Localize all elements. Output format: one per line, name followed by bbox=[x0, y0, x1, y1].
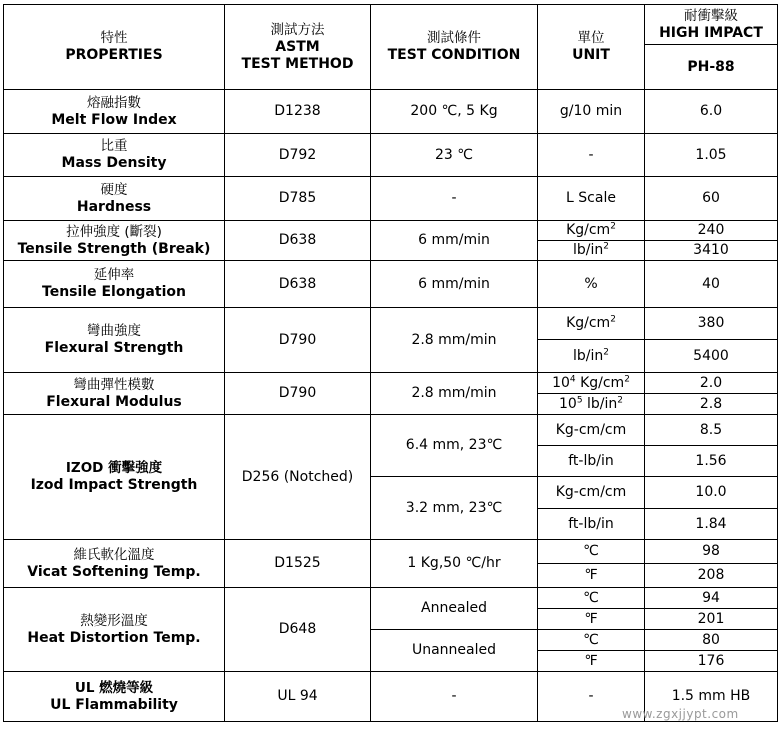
unit-cell: Kg-cm/cm bbox=[538, 415, 645, 446]
property-en: Flexural Strength bbox=[44, 340, 184, 356]
unit-prefix: 10 bbox=[552, 374, 570, 391]
value-cell: 2.0 bbox=[645, 373, 778, 394]
method-cell: D1525 bbox=[225, 540, 371, 588]
property-zh: 彎曲彈性模數 bbox=[73, 376, 155, 393]
property-zh: 熱變形溫度 bbox=[80, 612, 148, 629]
header-unit bbox=[538, 5, 645, 90]
header-unit-en: UNIT bbox=[572, 47, 610, 63]
unit-base: lb/in bbox=[582, 395, 618, 412]
method-cell: D1238 bbox=[225, 90, 371, 134]
table-row bbox=[4, 90, 778, 134]
value-cell: 1.5 mm HB bbox=[645, 672, 778, 722]
unit-prefix-exponent: 5 bbox=[576, 394, 583, 405]
properties-table bbox=[3, 4, 778, 722]
method-cell: D256 (Notched) bbox=[225, 415, 371, 540]
property-zh: UL 燃燒等級 bbox=[74, 679, 154, 696]
unit-cell bbox=[538, 221, 645, 241]
unit-cell: ℃ bbox=[538, 630, 645, 651]
unit-cell bbox=[538, 241, 645, 261]
unit-base: lb/in bbox=[573, 242, 604, 258]
header-properties bbox=[4, 5, 225, 90]
property-cell bbox=[4, 415, 225, 540]
condition-cell: 2.8 mm/min bbox=[371, 308, 538, 373]
value-cell: 5400 bbox=[645, 340, 778, 373]
unit-cell: ℃ bbox=[538, 540, 645, 564]
property-cell bbox=[4, 672, 225, 722]
table-row bbox=[4, 177, 778, 221]
watermark: www.zgxjjypt.com bbox=[622, 707, 739, 721]
property-en: Hardness bbox=[76, 198, 152, 215]
property-cell bbox=[4, 261, 225, 308]
property-cell bbox=[4, 90, 225, 134]
property-cell bbox=[4, 177, 225, 221]
condition-cell: 6.4 mm, 23℃ bbox=[371, 415, 538, 477]
header-condition-en: TEST CONDITION bbox=[387, 47, 521, 63]
condition-cell: 23 ℃ bbox=[371, 134, 538, 177]
unit-cell: ℉ bbox=[538, 609, 645, 630]
table-row bbox=[4, 588, 778, 609]
method-cell: D638 bbox=[225, 261, 371, 308]
property-en: Mass Density bbox=[61, 155, 167, 171]
table-row bbox=[4, 373, 778, 394]
unit-cell: - bbox=[538, 134, 645, 177]
property-zh: 硬度 bbox=[100, 181, 128, 198]
property-cell bbox=[4, 540, 225, 588]
property-zh: 彎曲強度 bbox=[87, 323, 141, 339]
value-cell: 94 bbox=[645, 588, 778, 609]
method-cell: D790 bbox=[225, 373, 371, 415]
condition-cell: - bbox=[371, 672, 538, 722]
value-cell: 1.56 bbox=[645, 446, 778, 477]
value-cell: 40 bbox=[645, 261, 778, 308]
property-cell bbox=[4, 134, 225, 177]
header-method bbox=[225, 5, 371, 90]
unit-exponent: 2 bbox=[603, 241, 609, 252]
unit-exponent: 2 bbox=[603, 346, 609, 357]
property-en: Heat Distortion Temp. bbox=[27, 629, 201, 646]
unit-base: Kg/cm bbox=[566, 315, 611, 331]
unit-cell: ft-lb/in bbox=[538, 446, 645, 477]
condition-cell: 3.2 mm, 23℃ bbox=[371, 477, 538, 540]
unit-cell: ℃ bbox=[538, 588, 645, 609]
unit-cell bbox=[538, 373, 645, 394]
unit-prefix-exponent: 4 bbox=[569, 373, 576, 384]
header-properties-zh: 特性 bbox=[100, 30, 128, 46]
value-cell: 2.8 bbox=[645, 394, 778, 415]
value-cell: 201 bbox=[645, 609, 778, 630]
unit-cell: ℉ bbox=[538, 651, 645, 672]
property-cell bbox=[4, 308, 225, 373]
header-method-en1: ASTM bbox=[275, 38, 320, 55]
header-grade-en: HIGH IMPACT bbox=[659, 24, 763, 41]
table-row bbox=[4, 540, 778, 564]
unit-cell: L Scale bbox=[538, 177, 645, 221]
property-en: Tensile Strength (Break) bbox=[17, 240, 211, 257]
condition-cell: 2.8 mm/min bbox=[371, 373, 538, 415]
property-zh: 拉伸強度 (斷裂) bbox=[66, 223, 162, 240]
value-cell: 3410 bbox=[645, 241, 778, 261]
header-method-zh: 測試方法 bbox=[270, 21, 325, 38]
property-cell bbox=[4, 221, 225, 261]
unit-exponent: 2 bbox=[624, 373, 630, 384]
property-zh: 比重 bbox=[100, 138, 128, 154]
value-cell: 8.5 bbox=[645, 415, 778, 446]
method-cell: UL 94 bbox=[225, 672, 371, 722]
unit-cell bbox=[538, 394, 645, 415]
condition-cell: 1 Kg,50 ℃/hr bbox=[371, 540, 538, 588]
condition-cell: Unannealed bbox=[371, 630, 538, 672]
unit-base: Kg/cm bbox=[575, 374, 625, 391]
header-unit-zh: 單位 bbox=[577, 30, 605, 46]
unit-cell: ℉ bbox=[538, 564, 645, 588]
unit-base: lb/in bbox=[573, 347, 604, 364]
property-zh: 維氏軟化溫度 bbox=[73, 546, 155, 563]
property-cell bbox=[4, 588, 225, 672]
value-cell: 1.84 bbox=[645, 509, 778, 540]
property-en: Flexural Modulus bbox=[46, 393, 182, 410]
header-condition-zh: 測試條件 bbox=[427, 30, 481, 46]
value-cell: 1.05 bbox=[645, 134, 778, 177]
unit-base: Kg/cm bbox=[566, 222, 611, 238]
table-row bbox=[4, 221, 778, 241]
value-cell: 98 bbox=[645, 540, 778, 564]
header-properties-en: PROPERTIES bbox=[65, 47, 163, 63]
property-zh: 熔融指數 bbox=[87, 94, 141, 111]
unit-cell: - bbox=[538, 672, 645, 722]
condition-cell: Annealed bbox=[371, 588, 538, 630]
unit-exponent: 2 bbox=[617, 394, 623, 405]
unit-cell: g/10 min bbox=[538, 90, 645, 134]
value-cell: 380 bbox=[645, 308, 778, 340]
table-row bbox=[4, 134, 778, 177]
condition-cell: 6 mm/min bbox=[371, 221, 538, 261]
table-row bbox=[4, 308, 778, 340]
value-cell: 80 bbox=[645, 630, 778, 651]
value-cell: 208 bbox=[645, 564, 778, 588]
header-condition bbox=[371, 5, 538, 90]
condition-cell: 200 ℃, 5 Kg bbox=[371, 90, 538, 134]
unit-cell bbox=[538, 308, 645, 340]
property-en: Melt Flow Index bbox=[51, 111, 177, 128]
method-cell: D785 bbox=[225, 177, 371, 221]
header-grade-zh: 耐衝擊級 bbox=[684, 7, 738, 24]
unit-cell: % bbox=[538, 261, 645, 308]
property-zh: 延伸率 bbox=[93, 267, 135, 283]
value-cell: 240 bbox=[645, 221, 778, 241]
unit-exponent: 2 bbox=[610, 221, 616, 232]
property-en: UL Flammability bbox=[50, 696, 178, 713]
value-cell: 10.0 bbox=[645, 477, 778, 509]
header-method-en2: TEST METHOD bbox=[241, 55, 354, 72]
property-en: Izod Impact Strength bbox=[30, 477, 198, 493]
value-cell: 176 bbox=[645, 651, 778, 672]
header-grade bbox=[645, 5, 778, 45]
header-model-label: PH-88 bbox=[687, 58, 735, 75]
value-cell: 6.0 bbox=[645, 90, 778, 134]
method-cell: D790 bbox=[225, 308, 371, 373]
table-row bbox=[4, 261, 778, 308]
property-zh: IZOD 衝擊強度 bbox=[65, 460, 163, 476]
condition-cell: 6 mm/min bbox=[371, 261, 538, 308]
unit-prefix: 10 bbox=[558, 395, 577, 412]
method-cell: D648 bbox=[225, 588, 371, 672]
method-cell: D792 bbox=[225, 134, 371, 177]
method-cell: D638 bbox=[225, 221, 371, 261]
header-model bbox=[645, 45, 778, 90]
unit-cell bbox=[538, 340, 645, 373]
property-en: Vicat Softening Temp. bbox=[27, 563, 201, 580]
value-cell: 60 bbox=[645, 177, 778, 221]
unit-exponent: 2 bbox=[610, 314, 616, 325]
table-row bbox=[4, 415, 778, 446]
property-cell bbox=[4, 373, 225, 415]
unit-cell: Kg-cm/cm bbox=[538, 477, 645, 509]
unit-cell: ft-lb/in bbox=[538, 509, 645, 540]
condition-cell: - bbox=[371, 177, 538, 221]
property-en: Tensile Elongation bbox=[42, 284, 186, 300]
